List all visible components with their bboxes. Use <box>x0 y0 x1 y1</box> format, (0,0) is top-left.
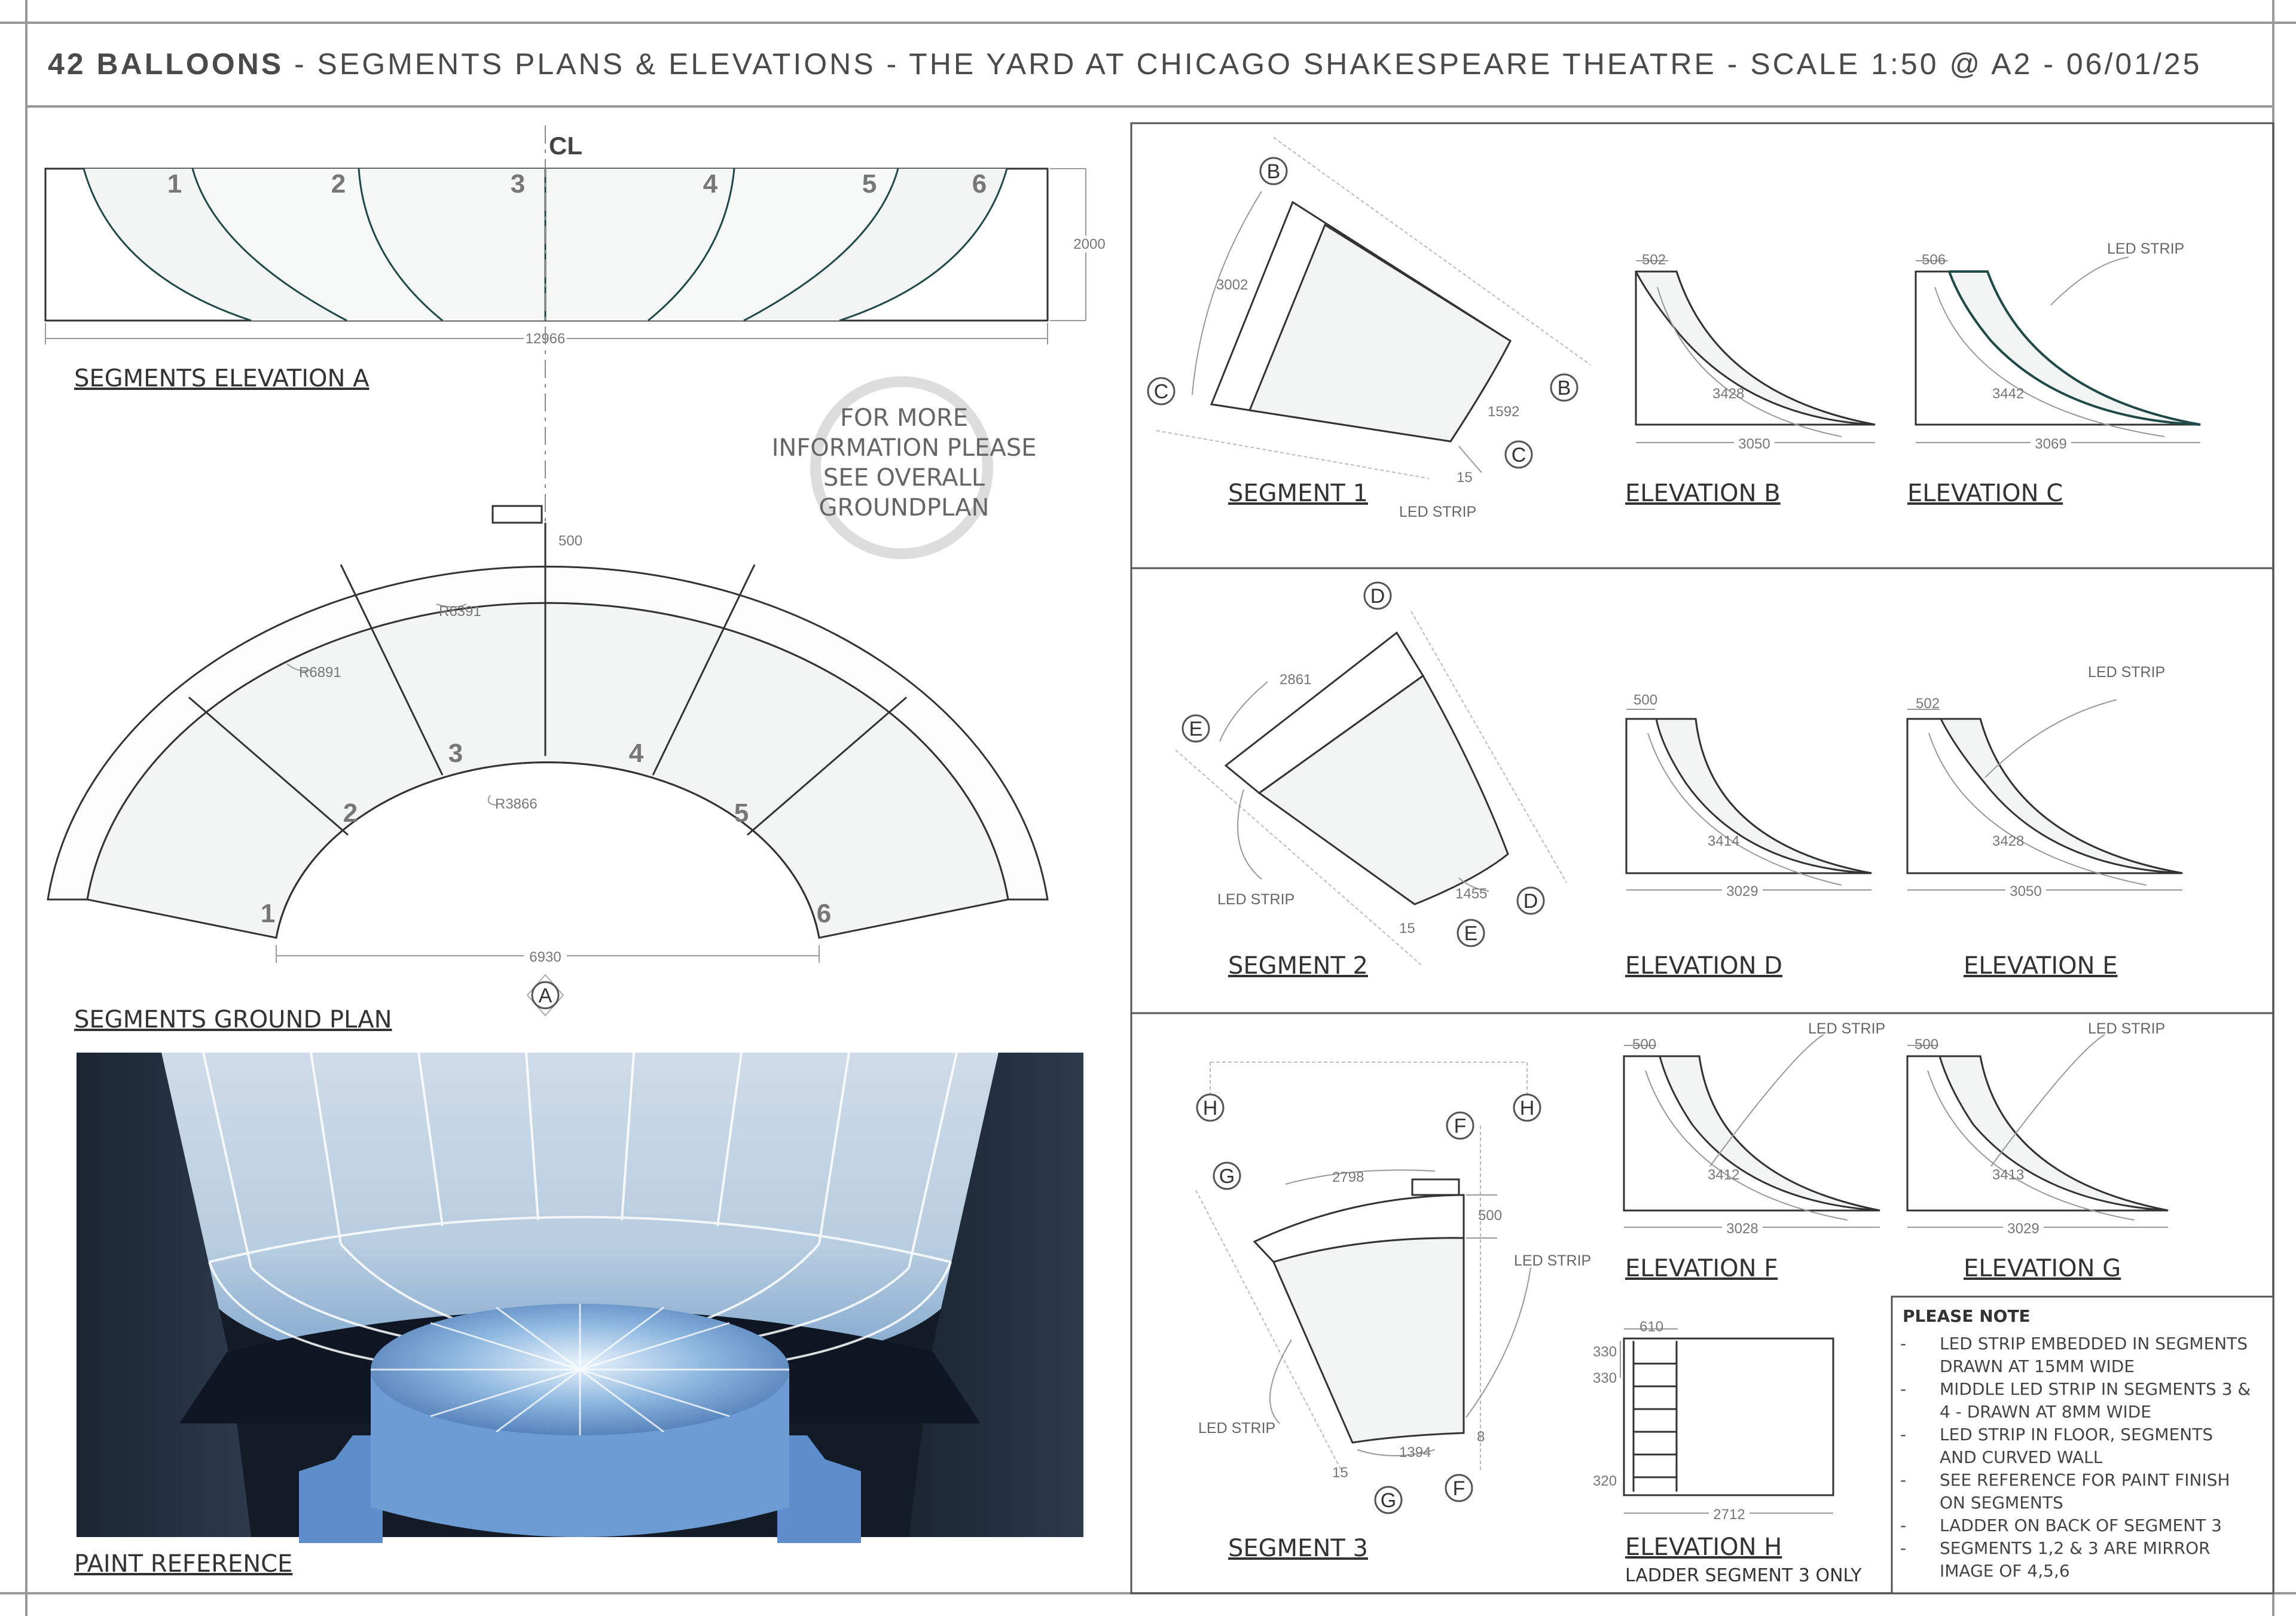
seg3-marker-g-bottom <box>1375 1487 1402 1513</box>
elevation-c <box>1907 240 2200 507</box>
plan-depth-dim: 500 <box>558 533 583 549</box>
svg-text:H: H <box>1519 1097 1535 1120</box>
seg1-width-dim: 1592 <box>1488 404 1520 420</box>
info-line: SEE OVERALL <box>823 464 985 492</box>
note-line: 4 - DRAWN AT 8MM WIDE <box>1940 1402 2151 1422</box>
elev-f-led-label: LED STRIP <box>1808 1020 1886 1037</box>
plan-number: 6 <box>816 899 832 928</box>
svg-text:F: F <box>1454 1115 1467 1138</box>
elev-f-arc-dim: 3412 <box>1708 1167 1740 1183</box>
note-line: SEGMENTS 1,2 & 3 ARE MIRROR <box>1940 1538 2210 1558</box>
elevation-h-label: ELEVATION H <box>1625 1533 1782 1561</box>
seg3-led-left-label: LED STRIP <box>1198 1420 1276 1437</box>
elev-b-top-dim: 502 <box>1642 252 1666 268</box>
note-line: MIDDLE LED STRIP IN SEGMENTS 3 & <box>1940 1379 2251 1399</box>
seg1-marker-c-bottom <box>1506 441 1532 468</box>
svg-text:C: C <box>1511 444 1526 466</box>
note-bullet: - <box>1900 1334 1907 1353</box>
seg3-marker-h-left <box>1197 1094 1223 1121</box>
seg2-led-label: LED STRIP <box>1217 891 1295 908</box>
plan-number: 5 <box>734 798 749 828</box>
note-line: SEE REFERENCE FOR PAINT FINISH <box>1940 1470 2230 1490</box>
elevation-f-label: ELEVATION F <box>1625 1255 1778 1282</box>
elev-h-bottom-dim: 320 <box>1593 1473 1617 1489</box>
elev-g-top-dim: 500 <box>1915 1036 1939 1053</box>
note-bullet: - <box>1900 1516 1907 1535</box>
seg3-marker-f-bottom <box>1446 1475 1472 1501</box>
info-line: INFORMATION PLEASE <box>771 434 1037 462</box>
svg-text:D: D <box>1523 890 1538 913</box>
seg2-marker-e-bottom <box>1458 920 1484 946</box>
svg-text:E: E <box>1464 922 1478 945</box>
elev-c-led-label: LED STRIP <box>2107 240 2185 257</box>
svg-text:H: H <box>1202 1097 1218 1120</box>
elev-a-height-dim: 2000 <box>1073 236 1106 252</box>
svg-text:E: E <box>1189 718 1203 740</box>
elev-e-width-dim: 3050 <box>2010 883 2042 900</box>
seg3-width-dim: 1394 <box>1399 1444 1431 1461</box>
note-line: LED STRIP EMBEDDED IN SEGMENTS <box>1940 1334 2248 1353</box>
elevation-h-sublabel: LADDER SEGMENT 3 ONLY <box>1625 1565 1862 1586</box>
elevation-e <box>1907 664 2182 980</box>
segment-3-label: SEGMENT 3 <box>1228 1535 1368 1562</box>
notes-title: PLEASE NOTE <box>1903 1306 2031 1326</box>
seg3-led-right-label: LED STRIP <box>1514 1252 1592 1269</box>
notes-box <box>1892 1297 2273 1593</box>
note-line: DRAWN AT 15MM WIDE <box>1940 1356 2135 1376</box>
elevation-d <box>1625 692 1871 980</box>
elev-c-width-dim: 3069 <box>2035 436 2067 452</box>
elev-b-width-dim: 3050 <box>1738 436 1770 452</box>
section-marker-a <box>527 975 563 1016</box>
elevation-a-label: SEGMENTS ELEVATION A <box>74 365 370 392</box>
plan-chord-dim: 6930 <box>529 949 561 965</box>
note-line: AND CURVED WALL <box>1940 1447 2103 1467</box>
paint-reference-render <box>77 1053 1083 1543</box>
elevation-h <box>1593 1319 1862 1586</box>
seg3-marker-f-top <box>1447 1112 1473 1139</box>
plan-number: 4 <box>628 739 644 768</box>
seg1-strip-dim: 15 <box>1457 469 1473 486</box>
seg3-strip-dim: 15 <box>1332 1465 1348 1481</box>
elev-b-arc-dim: 3428 <box>1712 386 1745 402</box>
elev-e-led-label: LED STRIP <box>2088 664 2166 681</box>
info-line: FOR MORE <box>839 404 969 432</box>
elev-a-number: 3 <box>510 169 526 199</box>
note-bullet: - <box>1900 1379 1907 1399</box>
seg2-strip-dim: 15 <box>1399 920 1415 937</box>
info-line: GROUNDPLAN <box>819 494 990 522</box>
seg2-marker-d-right <box>1518 888 1544 914</box>
elev-e-top-dim: 502 <box>1916 696 1940 712</box>
paint-reference-label: PAINT REFERENCE <box>74 1550 293 1578</box>
elev-h-ladder-dim: 610 <box>1639 1319 1664 1335</box>
plan-rinner-dim: R3866 <box>495 796 538 812</box>
ground-plan-label: SEGMENTS GROUND PLAN <box>74 1006 392 1033</box>
plan-rmid-dim: R6391 <box>439 603 481 620</box>
note-bullet: - <box>1900 1538 1907 1558</box>
seg2-marker-d-top <box>1364 583 1391 609</box>
elevation-g <box>1907 1020 2168 1282</box>
svg-text:G: G <box>1380 1489 1397 1512</box>
elevation-b-label: ELEVATION B <box>1625 480 1781 507</box>
segment-2-label: SEGMENT 2 <box>1228 952 1368 980</box>
elev-a-number: 6 <box>972 169 987 199</box>
note-line: LED STRIP IN FLOOR, SEGMENTS <box>1940 1425 2213 1444</box>
ground-plan <box>48 506 1048 1033</box>
seg1-length-dim: 3002 <box>1216 277 1248 293</box>
svg-text:F: F <box>1452 1477 1465 1500</box>
elev-e-arc-dim: 3428 <box>1992 833 2025 849</box>
segment-1-label: SEGMENT 1 <box>1228 480 1368 507</box>
svg-text:D: D <box>1370 585 1385 608</box>
svg-text:C: C <box>1153 380 1169 403</box>
seg1-marker-c-left <box>1148 378 1174 404</box>
svg-text:A: A <box>538 984 552 1007</box>
elevation-f <box>1624 1020 1885 1282</box>
seg1-led-label: LED STRIP <box>1399 504 1477 520</box>
elev-g-arc-dim: 3413 <box>1992 1167 2025 1183</box>
elev-a-number: 1 <box>167 169 182 199</box>
elev-f-width-dim: 3028 <box>1726 1221 1758 1237</box>
sheet-title: 42 BALLOONS - SEGMENTS PLANS & ELEVATIONS - THE YARD AT CHICAGO SHAKESPEARE THEATRE - SCALE 1:50 @ A2 - 06/01/25 <box>48 47 2202 81</box>
segment-3 <box>1196 1062 1591 1562</box>
elevation-b <box>1625 252 1875 507</box>
note-line: IMAGE OF 4,5,6 <box>1940 1561 2070 1581</box>
segment-1 <box>1148 138 1590 520</box>
info-note <box>772 382 1037 554</box>
elev-h-rung1-dim: 330 <box>1593 1344 1617 1360</box>
plan-number: 3 <box>448 739 463 768</box>
seg2-length-dim: 2861 <box>1280 672 1312 688</box>
elevation-c-label: ELEVATION C <box>1907 480 2063 507</box>
note-line: LADDER ON BACK OF SEGMENT 3 <box>1940 1516 2222 1535</box>
svg-text:G: G <box>1219 1165 1235 1188</box>
note-bullet: - <box>1900 1425 1907 1444</box>
elev-c-arc-dim: 3442 <box>1992 386 2025 402</box>
centerline-label: CL <box>549 132 582 160</box>
seg3-strip-mid-dim: 8 <box>1477 1429 1485 1445</box>
elev-a-number: 2 <box>331 169 346 199</box>
seg1-marker-b-top <box>1260 158 1287 184</box>
elev-g-width-dim: 3029 <box>2007 1221 2039 1237</box>
plan-number: 2 <box>343 798 358 828</box>
elev-h-rung2-dim: 330 <box>1593 1370 1617 1386</box>
seg2-width-dim: 1455 <box>1455 886 1488 902</box>
elev-d-arc-dim: 3414 <box>1708 833 1740 849</box>
elevation-d-label: ELEVATION D <box>1625 952 1783 980</box>
elev-h-width-dim: 2712 <box>1713 1507 1745 1523</box>
segment-2 <box>1176 583 1567 980</box>
seg3-length-dim: 2798 <box>1332 1169 1364 1185</box>
elev-c-top-dim: 506 <box>1922 252 1946 268</box>
elev-g-led-label: LED STRIP <box>2088 1020 2166 1037</box>
note-line: ON SEGMENTS <box>1940 1493 2063 1513</box>
plan-number: 1 <box>260 899 276 928</box>
seg3-marker-g-left <box>1214 1163 1240 1189</box>
elev-a-number: 5 <box>862 169 877 199</box>
plan-router-dim: R6891 <box>299 664 341 681</box>
elevation-a <box>45 169 1106 392</box>
elevation-g-label: ELEVATION G <box>1964 1255 2121 1282</box>
elevation-e-label: ELEVATION E <box>1964 952 2118 980</box>
seg1-marker-b-right <box>1551 374 1577 401</box>
svg-text:B: B <box>1557 377 1571 400</box>
elev-a-width-dim: 12966 <box>525 331 566 347</box>
note-bullet: - <box>1900 1470 1907 1490</box>
elev-f-top-dim: 500 <box>1632 1036 1657 1053</box>
elev-d-top-dim: 500 <box>1634 692 1658 708</box>
elev-a-number: 4 <box>703 169 718 199</box>
seg3-marker-h-right <box>1514 1094 1540 1121</box>
seg3-depth-dim: 500 <box>1478 1208 1503 1224</box>
svg-text:B: B <box>1266 160 1281 183</box>
elev-d-width-dim: 3029 <box>1726 883 1758 900</box>
seg2-marker-e-left <box>1183 715 1209 742</box>
